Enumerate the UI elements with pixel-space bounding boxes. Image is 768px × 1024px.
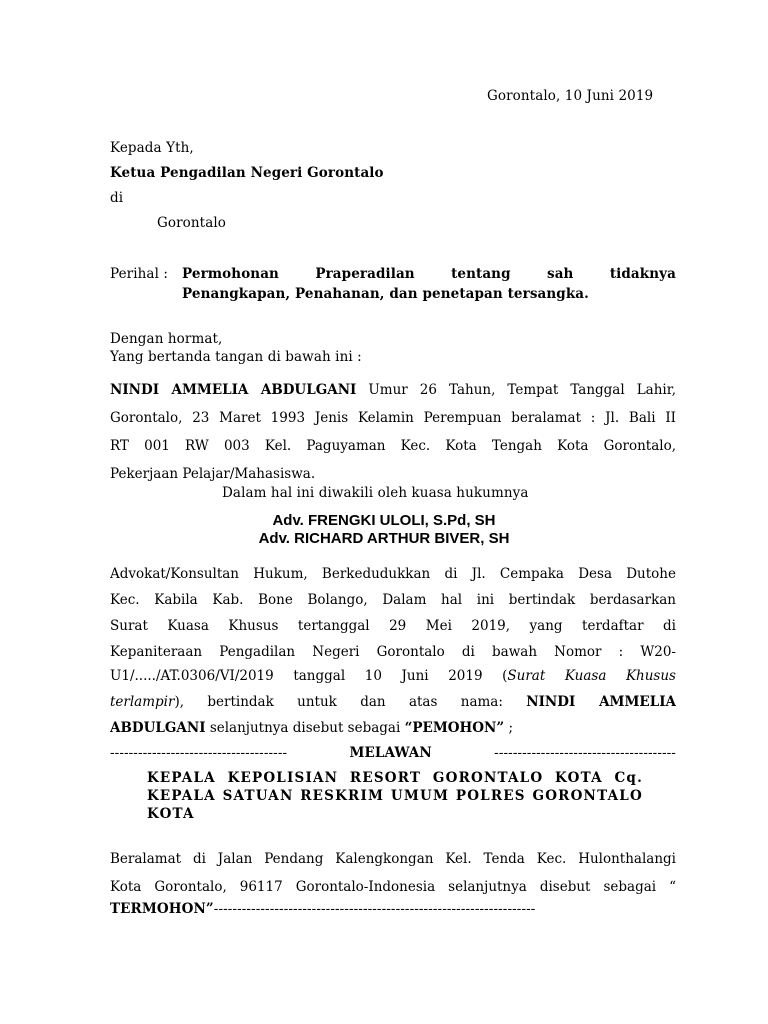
versus-label: MELAWAN <box>349 745 432 761</box>
lawyer-1: Adv. FRENGKI ULOLI, S.Pd, SH <box>272 512 496 529</box>
applicant-line-4: Pekerjaan Pelajar/Mahasiswa. <box>110 466 316 482</box>
recipient-city: Gorontalo <box>157 215 227 231</box>
versus-line: -------------------------------------- MELAWAN --------------------------------------- <box>110 745 676 761</box>
advocate-line-1: Advokat/Konsultan Hukum, Berkedudukkan di Jl. Cempaka Desa Dutohe <box>110 566 676 582</box>
recipient-di: di <box>110 190 124 206</box>
respondent-line-3: KOTA <box>147 806 195 822</box>
lawyer-2: Adv. RICHARD ARTHUR BIVER, SH <box>258 530 510 547</box>
greeting: Dengan hormat, <box>110 331 223 347</box>
respondent-line-1: KEPALA KEPOLISIAN RESORT GORONTALO KOTA Cq. <box>147 770 643 786</box>
respondent-address-line-2: Kota Gorontalo, 96117 Gorontalo-Indonesia selanjutnya disebut sebagai “ <box>110 879 676 895</box>
respondent-line-2: KEPALA SATUAN RESKRIM UMUM POLRES GORONTALO <box>147 788 643 804</box>
place-date: Gorontalo, 10 Juni 2019 <box>487 88 654 104</box>
subject-line-1: Permohonan Praperadilan tentang sah tidaknya <box>182 266 676 282</box>
advocate-line-5: U1/...../AT.0306/VI/2019 tanggal 10 Juni 2019 (Surat Kuasa Khusus <box>110 668 676 684</box>
applicant-line-3: RT 001 RW 003 Kel. Paguyaman Kec. Kota Tengah Kota Gorontalo, <box>110 438 676 454</box>
recipient-name: Ketua Pengadilan Negeri Gorontalo <box>110 165 384 181</box>
subject-label: Perihal : <box>110 266 169 282</box>
subject-line-2: Penangkapan, Penahanan, dan penetapan tersangka. <box>182 286 589 302</box>
advocate-line-7: ABDULGANI selanjutnya disebut sebagai “PEMOHON” ; <box>110 720 513 736</box>
advocate-line-6: terlampir), bertindak untuk dan atas nama: NINDI AMMELIA <box>110 694 676 710</box>
applicant-line-1: NINDI AMMELIA ABDULGANI Umur 26 Tahun, Tempat Tanggal Lahir, <box>110 382 676 398</box>
intro-line: Yang bertanda tangan di bawah ini : <box>110 349 362 365</box>
advocate-line-3: Surat Kuasa Khusus tertanggal 29 Mei 2019, yang terdaftar di <box>110 618 676 634</box>
advocate-line-2: Kec. Kabila Kab. Bone Bolango, Dalam hal ini bertindak berdasarkan <box>110 592 676 608</box>
salutation: Kepada Yth, <box>110 140 194 156</box>
applicant-line-2: Gorontalo, 23 Maret 1993 Jenis Kelamin Perempuan beralamat : Jl. Bali II <box>110 410 676 426</box>
respondent-address-line-1: Beralamat di Jalan Pendang Kalengkongan Kel. Tenda Kec. Hulonthalangi <box>110 851 676 867</box>
respondent-address-line-3: TERMOHON”--------------------------------------------------------------------- <box>110 901 536 917</box>
represented-line: Dalam hal ini diwakili oleh kuasa hukumnya <box>222 485 529 501</box>
advocate-line-4: Kepaniteraan Pengadilan Negeri Gorontalo di bawah Nomor : W20- <box>110 644 676 660</box>
